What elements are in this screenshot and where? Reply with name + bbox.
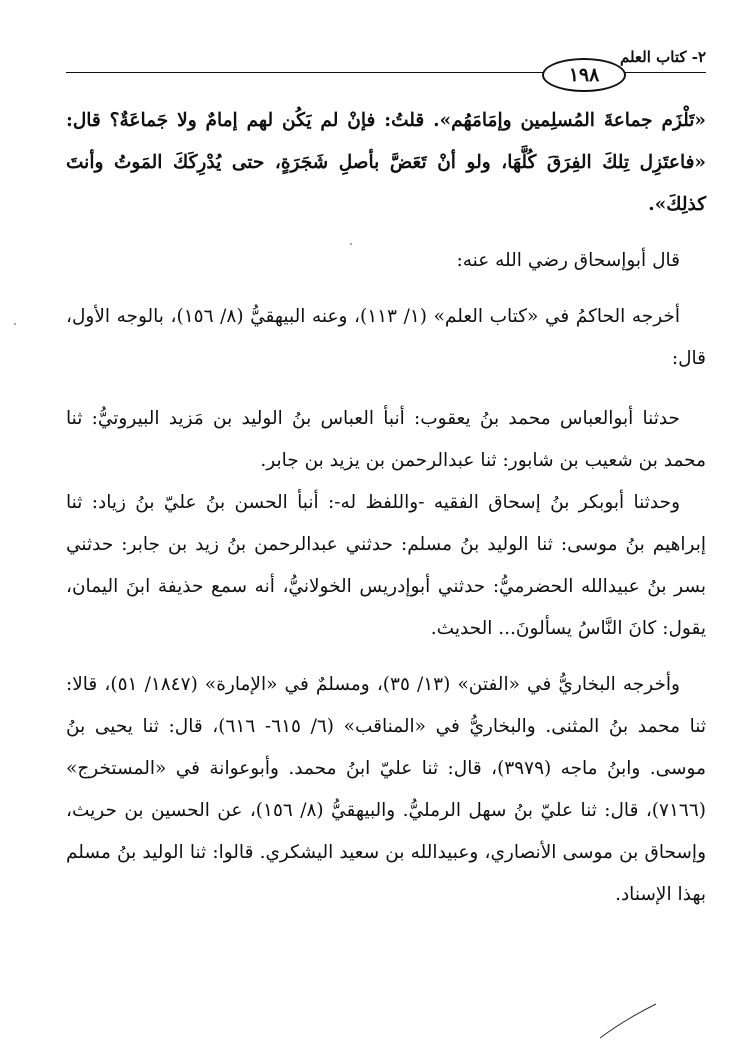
sources-paragraph: وأخرجه البخاريُّ في «الفتن» (١٣/ ٣٥)، ومسلمٌ في «الإمارة» (١٨٤٧/ ٥١)، قالا: ثنا محمد بنُ المثنى. والبخاريُّ في «المناقب» (٦/ ٦١٥- ٦١٦)، قال: ثنا يحيى بنُ موسى. وابنُ ماجه (٣٩٧٩)، قال: ثنا عليّ ابنُ محمد. وأبوعوانة في «المستخرج» (٧١٦٦)، قال: ثنا عليّ بنُ سهل الرمليُّ. والبيهقيُّ (٨/ ١٥٦)، عن الحسين بن حريث، وإسحاق بن موسى الأنصاري، وعبيدالله بن سعيد اليشكري. قالوا: ثنا الوليد بنُ مسلم بهذا الإسناد. — [66, 674, 706, 905]
scan-speck — [14, 323, 16, 325]
takhrij-paragraph: أخرجه الحاكمُ في «كتاب العلم» (١/ ١١٣)، وعنه البيهقيُّ (٨/ ١٥٦)، بالوجه الأول، قال: — [66, 306, 706, 369]
scan-speck — [350, 243, 352, 245]
isnad-paragraph-1: حدثنا أبوالعباس محمد بنُ يعقوب: أنبأ العباس بنُ الوليد بن مَزيد البيروتيُّ: ثنا محمد بن شعيب بن شابور: ثنا عبدالرحمن بن يزيد بن جابر. — [66, 408, 706, 471]
page-number: ١٩٨ — [542, 58, 626, 92]
isnad-paragraph-2: وحدثنا أبوبكر بنُ إسحاق الفقيه -واللفظ له-: أنبأ الحسن بنُ عليّ بنُ زياد: ثنا إبراهيم بنُ موسى: ثنا الوليد بنُ مسلم: حدثني عبدالرحمن بنُ زيد بن جابر: حدثني بسر بنُ عبيدالله الحضرميُّ: حدثني أبوإدريس الخولانيُّ، أنه سمع حذيفة ابنَ اليمان، يقول: كانَ النَّاسُ يسألونَ... الحديث. — [66, 492, 706, 639]
body-text — [66, 100, 706, 916]
hadith-quote-paragraph: «تَلْزَم جماعةَ المُسلِمين وإمَامَهُم». قلتُ: فإنْ لم يَكُن لهم إمامٌ ولا جَماعَةٌ؟ قال: «فاعتَزِل تِلكَ الفِرَقَ كُلَّهَا، ولو أنْ تَعَضَّ بأصلِ شَجَرَةٍ، حتى يُدْرِكَكَ المَوتُ وأنتَ كذلِكَ». — [66, 110, 706, 215]
author-remark-paragraph: قال أبوإسحاق رضي الله عنه: — [456, 250, 680, 271]
page-header — [66, 48, 706, 96]
pen-mark — [598, 1000, 658, 1040]
running-title: ٢- كتاب العلم — [619, 48, 706, 66]
